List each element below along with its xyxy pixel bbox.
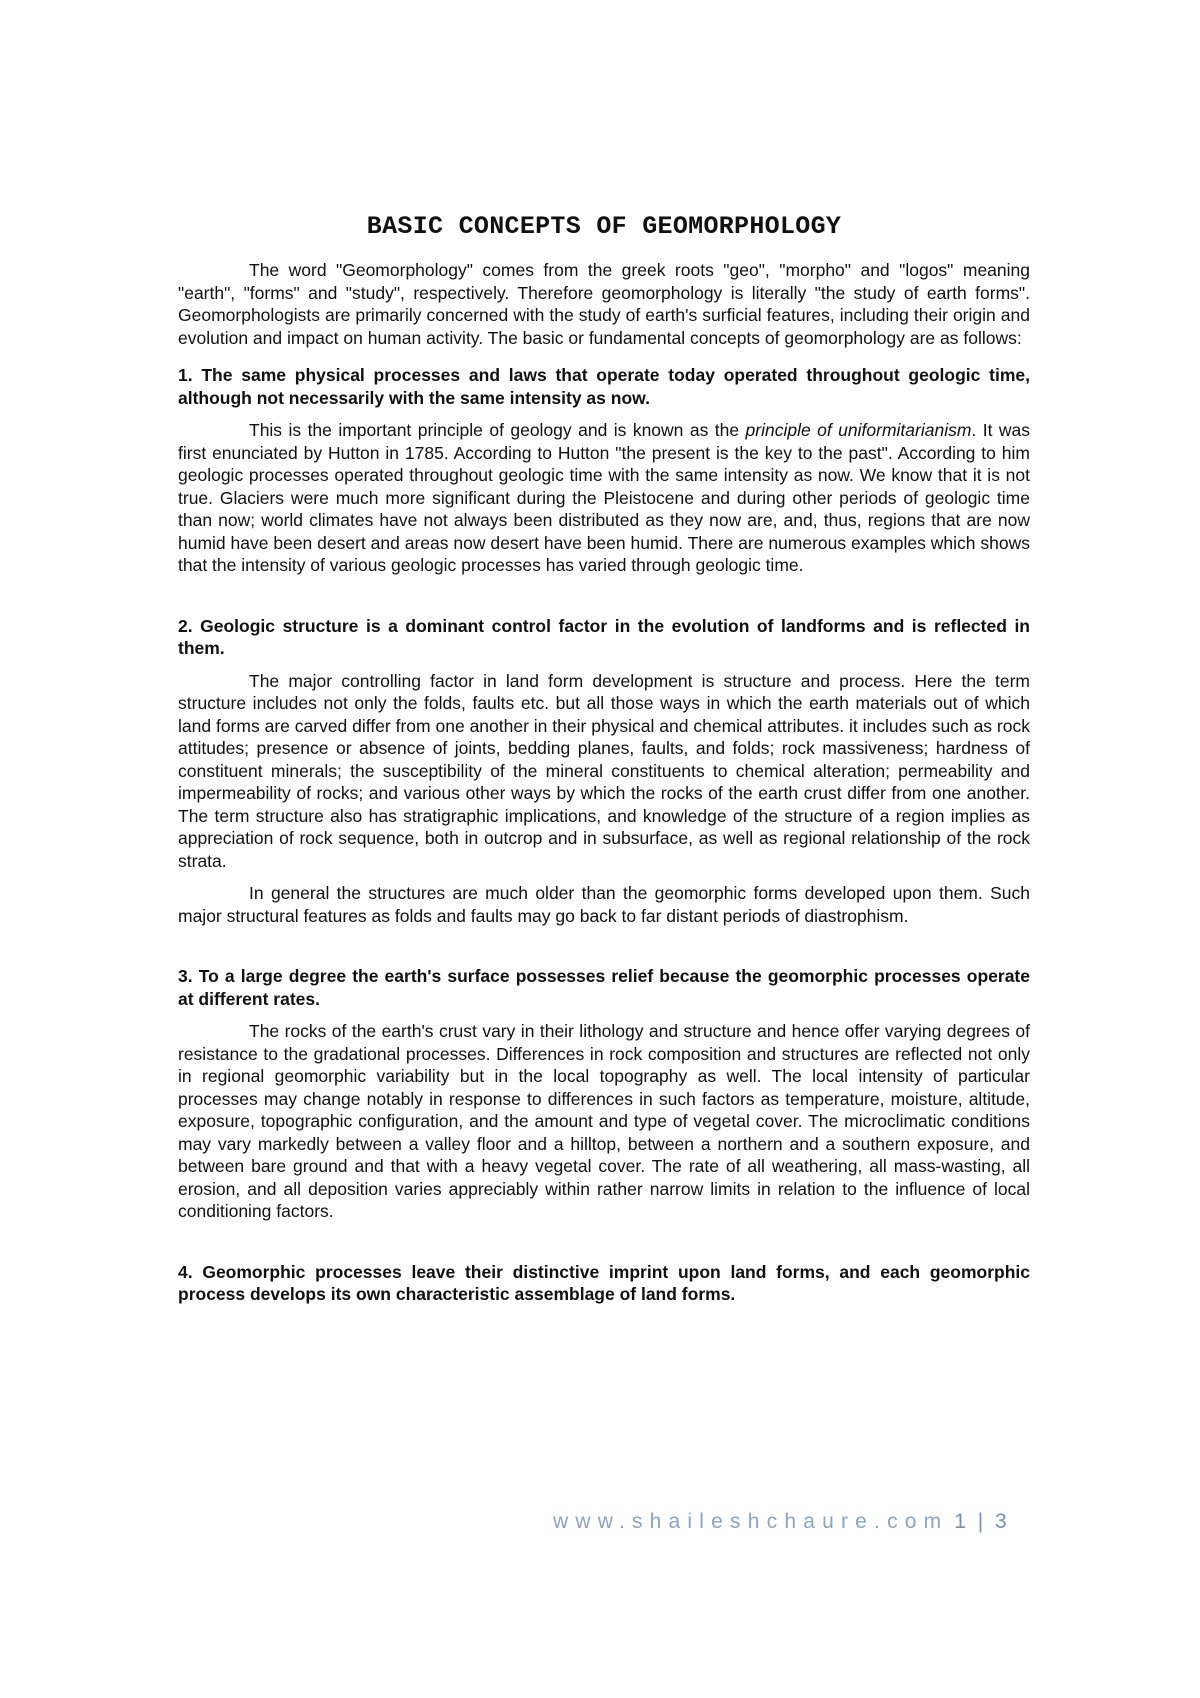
footer-page-number: 1 | 3 <box>954 1510 1010 1533</box>
section-3-heading: 3. To a large degree the earth's surface possesses relief because the geomorphic processes operate at different rates. <box>178 966 1030 1009</box>
page-footer <box>553 1510 1033 1534</box>
section-1-paragraph <box>178 419 1030 577</box>
page-title: BASIC CONCEPTS OF GEOMORPHOLOGY <box>366 212 842 241</box>
section-4 <box>178 1261 1030 1306</box>
section-2-paragraph-2: In general the structures are much older than the geomorphic forms developed upon them. Such major structural features as folds and faults may go back to far distant periods of diastrophism. <box>178 883 1030 926</box>
section-2-paragraph-1: The major controlling factor in land form development is structure and process. Here the term structure includes not only the folds, faults etc. but all those ways in which the earth materials out of which land forms are carved differ from one another in their physical and chemical attributes. it includes such as rock attitudes; presence or absence of joints, bedding planes, faults, and folds; rock massiveness; hardness of constituent minerals; the susceptibility of the mineral constituents to chemical alteration; permeability and impermeability of rocks; and various other ways by which the rocks of the earth crust differ from one another. The term structure also has stratigraphic implications, and knowledge of the structure of a region implies as appreciation of rock sequence, both in outcrop and in subsurface, as well as regional relationship of the rock strata. <box>178 670 1030 871</box>
section-1-paragraph-italic: principle of uniformitarianism <box>745 420 972 440</box>
section-3-paragraph: The rocks of the earth's crust vary in their lithology and structure and hence offer varying degrees of resistance to the gradational processes. Differences in rock composition and structures are reflected not only in regional geomorphic variability but in the local topography as well. The local intensity of particular processes may change notably in response to differences in such factors as temperature, moisture, altitude, exposure, topographic configuration, and the amount and type of vegetal cover. The microclimatic conditions may vary markedly between a valley floor and a hilltop, between a northern and a southern exposure, and between bare ground and that with a heavy vegetal cover. The rate of all weathering, all mass-wasting, all erosion, and all deposition varies appreciably within rather narrow limits in relation to the influence of local conditioning factors. <box>178 1021 1030 1221</box>
section-1-paragraph-rest: . It was first enunciated by Hutton in 1785. According to Hutton "the present is the key to the past". According to him geologic processes operated throughout geologic time with the same intensity as now. We know that it is not true. Glaciers were much more significant during the Pleistocene and during other periods of geologic time than now; world climates have not always been distributed as they now are, and, thus, regions that are now humid have been desert and areas now desert have been humid. There are numerous examples which shows that the intensity of various geologic processes has varied through geologic time. <box>178 420 1030 575</box>
document-page <box>178 212 1030 1306</box>
section-2 <box>178 615 1030 928</box>
section-1-paragraph-lead: This is the important principle of geology and is known as the <box>249 420 746 440</box>
section-2-heading: 2. Geologic structure is a dominant control factor in the evolution of landforms and is reflected in them. <box>178 615 1030 658</box>
section-1-heading: 1. The same physical processes and laws that operate today operated throughout geologic time, although not necessarily with the same intensity as now. <box>178 365 1030 408</box>
section-1 <box>178 364 1030 577</box>
footer-website: www.shaileshchaure.com <box>553 1510 949 1533</box>
intro-paragraph: The word "Geomorphology" comes from the greek roots "geo", "morpho" and "logos" meaning "earth", "forms" and "study", respectively. Therefore geomorphology is literally "the study of earth forms". Geomorphologists are primarily concerned with the study of earth's surficial features, including their origin and evolution and impact on human activity. The basic or fundamental concepts of geomorphology are as follows: <box>178 260 1030 348</box>
section-4-heading: 4. Geomorphic processes leave their distinctive imprint upon land forms, and each geomorphic process develops its own characteristic assemblage of land forms. <box>178 1261 1030 1304</box>
section-3 <box>178 965 1030 1223</box>
